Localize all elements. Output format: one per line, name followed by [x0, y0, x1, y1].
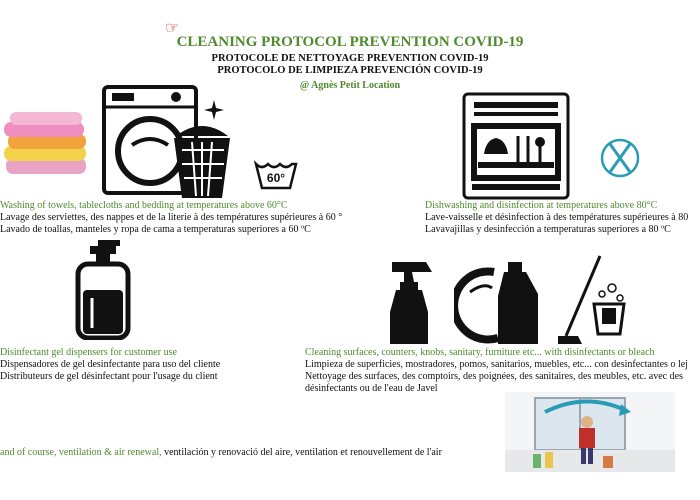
- laundry-english: Washing of towels, tablecloths and bedding at temperatures above 60°C: [0, 200, 288, 211]
- dishes-spanish: Lavavajillas y desinfección a temperaturas superiores a 80 ºC: [425, 224, 671, 235]
- surfaces-english: Cleaning surfaces, counters, knobs, sanitary, furniture etc... with disinfectants or bleach: [305, 347, 655, 358]
- gel-dispenser-icon: [70, 240, 140, 340]
- dishes-french: Lave-vaisselle et désinfection à des températures supérieures à 80: [425, 212, 689, 223]
- ventilation-english: and of course, ventilation & air renewal,: [0, 447, 162, 458]
- credit-line: @ Agnès Petit Location: [299, 80, 401, 91]
- dishwasher-icon: [462, 92, 570, 200]
- wash-temperature-symbol: [254, 160, 298, 190]
- ventilation-illustration: [505, 392, 675, 472]
- gel-spanish: Dispensadores de gel desinfectante para uso del cliente: [0, 359, 221, 370]
- hand-pointing-icon: ☞: [165, 20, 180, 37]
- spray-bottle-icon: [386, 258, 438, 346]
- gel-french: Distributeurs de gel désinfectant pour l'usage du client: [0, 371, 218, 382]
- laundry-basket-icon: [168, 120, 236, 200]
- ventilation-rest: ventilación y renovació del aire, ventilation et renouvellement de l'air: [161, 447, 442, 458]
- laundry-spanish: Lavado de toallas, manteles y ropa de cama a temperaturas superiores a 60 ºC: [0, 224, 311, 235]
- gel-english: Disinfectant gel dispensers for customer use: [0, 347, 177, 358]
- dishes-english: Dishwashing and disinfection at temperatures above 80°C: [425, 200, 658, 211]
- folded-towels-icon: [0, 110, 92, 182]
- ventilation-line: [0, 447, 442, 459]
- plate-cutlery-icon: [600, 130, 640, 184]
- surfaces-spanish: Limpieza de superficies, mostradores, pomos, sanitarios, muebles, etc... con desinfectantes o lej: [305, 359, 688, 370]
- laundry-french: Lavage des serviettes, des nappes et de la literie à des températures supérieures à 60 °: [0, 212, 343, 223]
- subtitle-spanish: PROTOCOLO DE LIMPIEZA PREVENCIÓN COVID-19: [217, 65, 483, 76]
- sparkle-icon: [204, 100, 224, 122]
- page-title: CLEANING PROTOCOL PREVENTION COVID-19: [176, 34, 524, 50]
- mop-bucket-icon: [558, 254, 638, 346]
- subtitle-french: PROTOCOLE DE NETTOYAGE PREVENTION COVID-19: [211, 53, 489, 64]
- surfaces-french-line2: désinfectants ou de l'eau de Javel: [305, 383, 438, 394]
- bleach-bottle-icon: [454, 262, 546, 346]
- surfaces-french-line1: Nettoyage des surfaces, des comptoirs, des poignées, des sanitaires, des meubles, etc. avec des: [305, 371, 683, 382]
- temperature-label: 60°: [266, 171, 286, 185]
